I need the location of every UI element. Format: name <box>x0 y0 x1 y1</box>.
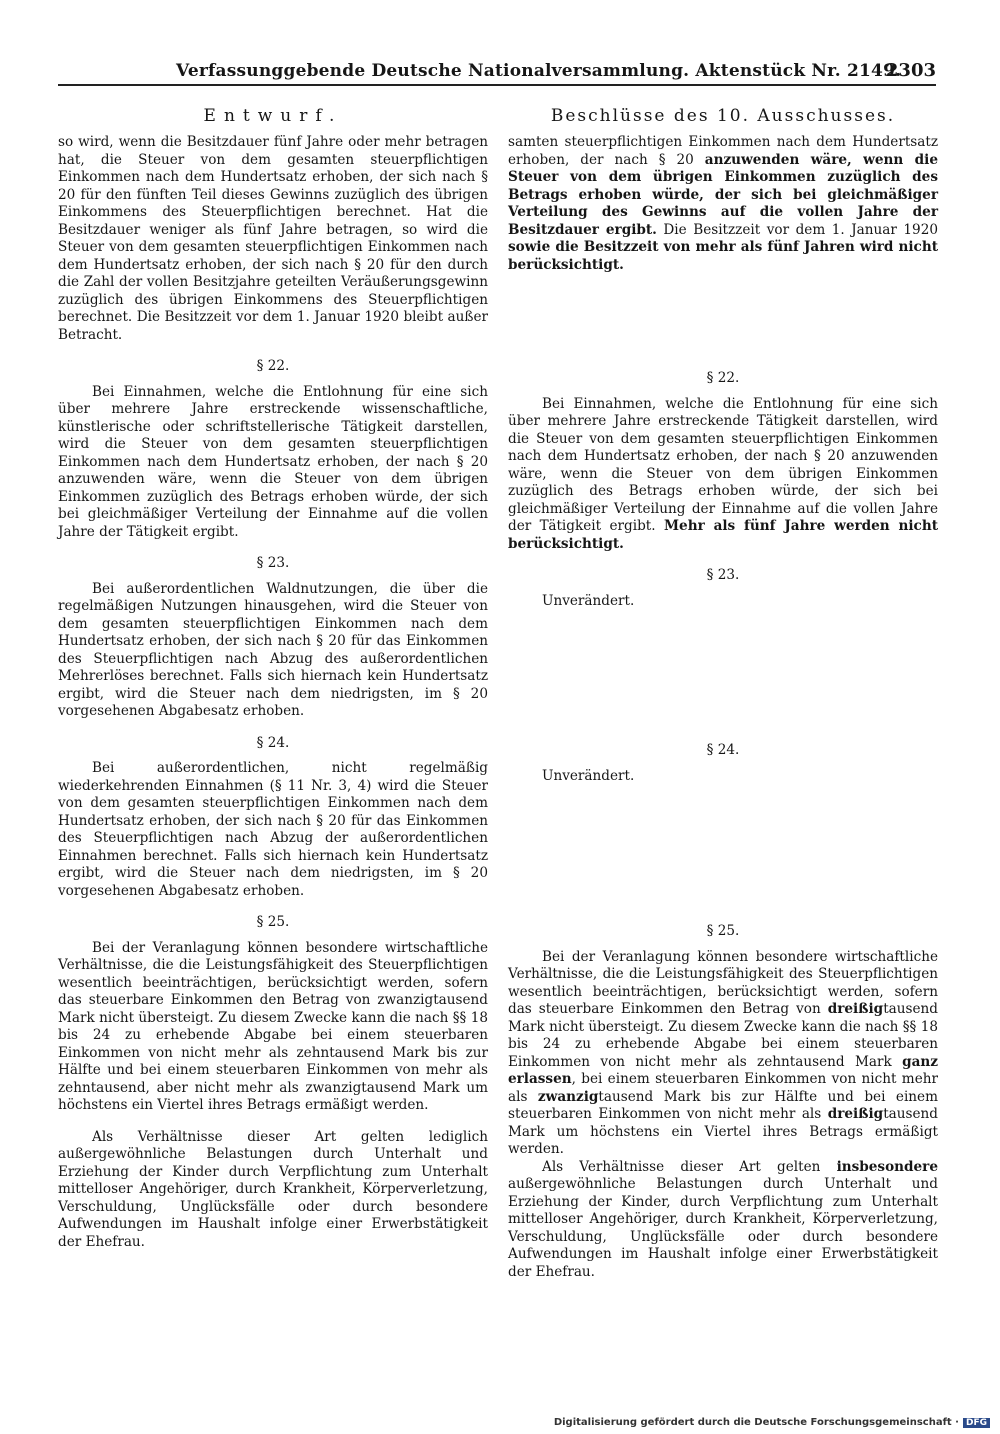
committee-s25-c: tausend Mark nicht übersteigt. Zu diesem Zwecke kann die nach §§ 18 bis 24 zu erhebende Abgabe bei einem steuerbaren Einkommen von nicht mehr als zehntausend Mark <box>508 1001 938 1070</box>
committee-s25-2-a: Als Verhältnisse dieser Art gelten <box>542 1158 837 1175</box>
committee-column <box>508 100 938 1281</box>
draft-section-24-title: § 24. <box>256 734 290 751</box>
spacer <box>508 785 938 909</box>
committee-s25-g: tausend Mark bis zur Hälfte und bei einem steuerbaren Einkommen von nicht mehr als <box>508 1088 938 1122</box>
draft-column <box>58 100 488 1251</box>
committee-section-25-text <box>508 949 938 1159</box>
draft-section-25-text: Bei der Veranlagung können besondere wirtschaftliche Verhältnisse, die die Leistungsfähigkeit des Steuerpflichtigen wesentlich beeinträchtigen, berücksichtigt werden, sofern das steuerbare Einkommen den Betrag von zwanzigtausend Mark nicht übersteigt. Zu diesem Zwecke kann die nach §§ 18 bis 24 zu erhebende Abgabe bei einem steuerbaren Einkommen von nicht mehr als zehntausend Mark bis zur Hälfte und bei einem steuerbaren Einkommen von mehr als zehntausend, aber nicht mehr als zwanzigtausend Mark um höchstens ein Viertel ihres Betrags ermäßigt werden. <box>58 939 488 1113</box>
committee-intro-paragraph <box>508 134 938 274</box>
committee-s25-a: Bei der Veranlagung können besondere wirtschaftliche Verhältnisse, die die Leistungsfähigkeit des Steuerpflichtigen wesentlich beeinträchtigen, berücksichtigt werden, sofern das steuerbare Einkommen den Betrag von <box>508 948 938 1017</box>
committee-s22-a: Bei Einnahmen, welche die Entlohnung für eine sich über mehrere Jahre erstreckende Tätigkeit darstellen, wird die Steuer von dem gesamten steuerpflichtigen Einkommen nach dem Hundertsatz erhoben, der nach § 20 anzuwenden wäre, wenn die Steuer von dem übrigen Einkommen zuzüglich des Betrags erhoben würde, der sich bei gleichmäßiger Verteilung der Einnahme auf die vollen Jahre der Tätigkeit ergibt. <box>508 395 938 534</box>
committee-section-25-title: § 25. <box>706 923 740 939</box>
committee-s25-b: dreißig <box>827 1001 884 1017</box>
committee-section-22-title: § 22. <box>706 370 740 386</box>
committee-section-22-text <box>508 396 938 554</box>
draft-heading: Entwurf. <box>203 106 343 126</box>
committee-section-23-title: § 23. <box>706 567 740 583</box>
digitization-credit <box>554 1417 990 1428</box>
committee-s25-e: , bei einem steuerbaren Einkommen von nicht mehr als <box>508 1071 938 1105</box>
committee-s25-i: tausend Mark um höchstens ein Viertel ihres Betrags ermäßigt werden. <box>508 1106 938 1157</box>
committee-s25-f: zwanzig <box>537 1088 599 1105</box>
committee-section-25-text-2 <box>508 1159 938 1282</box>
draft-section-24-text: Bei außerordentlichen, nicht regelmäßig wiederkehrenden Einnahmen (§ 11 Nr. 3, 4) wird die Steuer von dem gesamten steuerpflichtigen Einkommen nach dem Hundertsatz erhoben, der sich nach § 20 für das Einkommen des Steuerpflichtigen nach Abzug der außerordentlichen Einnahmen berechnet. Falls sich hiernach kein Hundertsatz ergibt, wird die Steuer nach dem niedrigsten, im § 20 vorgesehenen Abgabesatz erhoben. <box>58 760 488 899</box>
draft-section-23-text: Bei außerordentlichen Waldnutzungen, die über die regelmäßigen Nutzungen hinausgehen, wird die Steuer von dem gesamten steuerpflichtigen Einkommen nach dem Hundertsatz erhoben, der sich nach § 20 für das Einkommen des Steuerpflichtigen nach Abzug des außerordentlichen Mehrerlöses berechnet. Falls sich hiernach kein Hundertsatz ergibt, wird die Steuer nach dem niedrigsten, im § 20 vorgesehenen Abgabesatz erhoben. <box>58 580 488 719</box>
committee-intro-c: Die Besitzzeit vor dem 1. Januar 1920 <box>656 221 938 238</box>
spacer <box>508 610 938 728</box>
committee-s22-b: Mehr als fünf Jahre werden nicht berücksichtigt. <box>508 518 938 552</box>
committee-intro-a: samten steuerpflichtigen Einkommen nach dem Hundertsatz erhoben, der nach § 20 <box>508 134 938 168</box>
draft-section-25-title: § 25. <box>256 914 290 930</box>
committee-section-23-text: Unverändert. <box>542 592 635 609</box>
draft-section-23-title: § 23. <box>256 555 290 571</box>
spacer <box>508 274 938 356</box>
committee-heading: Beschlüsse des 10. Ausschusses. <box>550 106 896 126</box>
committee-s25-2-c: außergewöhnliche Belastungen durch Unterhalt und Erziehung der Kinder, durch Verpflichtung zum Unterhalt mittelloser Angehöriger, durch Krankheit, Körperverletzung, Verschuldung, Unglücksfälle oder durch besondere Aufwendungen im Haushalt infolge einer Erwerbstätigkeit der Ehefrau. <box>508 1176 938 1280</box>
running-title: Verfassunggebende Deutsche Nationalversammlung. Aktenstück Nr. 2149. <box>176 61 902 81</box>
page-header <box>58 58 936 86</box>
draft-section-22-title: § 22. <box>256 358 290 374</box>
committee-s25-h: dreißig <box>827 1106 884 1122</box>
committee-section-24-text: Unverändert. <box>542 767 635 784</box>
draft-intro-paragraph: so wird, wenn die Besitzdauer fünf Jahre oder mehr betragen hat, die Steuer von dem gesamten steuerpflichtigen Einkommen nach dem Hundertsatz erhoben, der sich nach § 20 für den fünften Teil dieses Gewinns zuzüglich des übrigen Einkommens des Steuerpflichtigen berechnet. Hat die Besitzdauer weniger als fünf Jahre betragen, so wird die Steuer von dem gesamten steuerpflichtigen Einkommen nach dem Hundertsatz erhoben, der sich nach § 20 für den durch die Zahl der vollen Besitzjahre geteilten Veräußerungsgewinn zuzüglich des übrigen Einkommens des Steuerpflichtigen berechnet. Die Besitzzeit vor dem 1. Januar 1920 bleibt außer Betracht. <box>58 134 488 343</box>
draft-section-25-text-2: Als Verhältnisse dieser Art gelten lediglich außergewöhnliche Belastungen durch Unterhalt und Erziehung der Kinder durch Verpflichtung zum Unterhalt mittelloser Angehöriger, durch Krankheit, Körperverletzung, Verschuldung, Unglücksfälle oder durch besondere Aufwendungen im Haushalt infolge einer Erwerbstätigkeit der Ehefrau. <box>58 1128 488 1250</box>
committee-intro-d: sowie die Besitzzeit von mehr als fünf Jahren wird nicht berücksichtigt. <box>508 239 938 273</box>
committee-section-24-title: § 24. <box>706 742 740 758</box>
draft-section-22-text: Bei Einnahmen, welche die Entlohnung für eine sich über mehrere Jahre erstreckende wissenschaftliche, künstlerische oder schriftstellerische Tätigkeit darstellen, wird die Steuer von dem gesamten steuerpflichtigen Einkommen nach dem Hundertsatz erhoben, der nach § 20 anzuwenden wäre, wenn die Steuer von dem übrigen Einkommen zuzüglich des Betrags erhoben würde, der sich bei gleichmäßiger Verteilung der Einnahme auf die vollen Jahre der Tätigkeit ergibt. <box>58 383 488 540</box>
page-number: 2303 <box>885 60 936 81</box>
committee-s25-2-b: insbesondere <box>836 1158 938 1175</box>
committee-s25-d: ganz erlassen <box>508 1053 938 1087</box>
dfg-logo: DFG <box>963 1418 990 1428</box>
credit-text: Digitalisierung gefördert durch die Deutsche Forschungsgemeinschaft · <box>553 1417 959 1428</box>
committee-intro-b: anzuwenden wäre, wenn die Steuer von dem übrigen Einkommen zuzüglich des Betrags erhoben würde, der sich bei gleichmäßiger Verteilung des Gewinns auf die vollen Jahre der Besitzdauer ergibt. <box>508 151 938 238</box>
